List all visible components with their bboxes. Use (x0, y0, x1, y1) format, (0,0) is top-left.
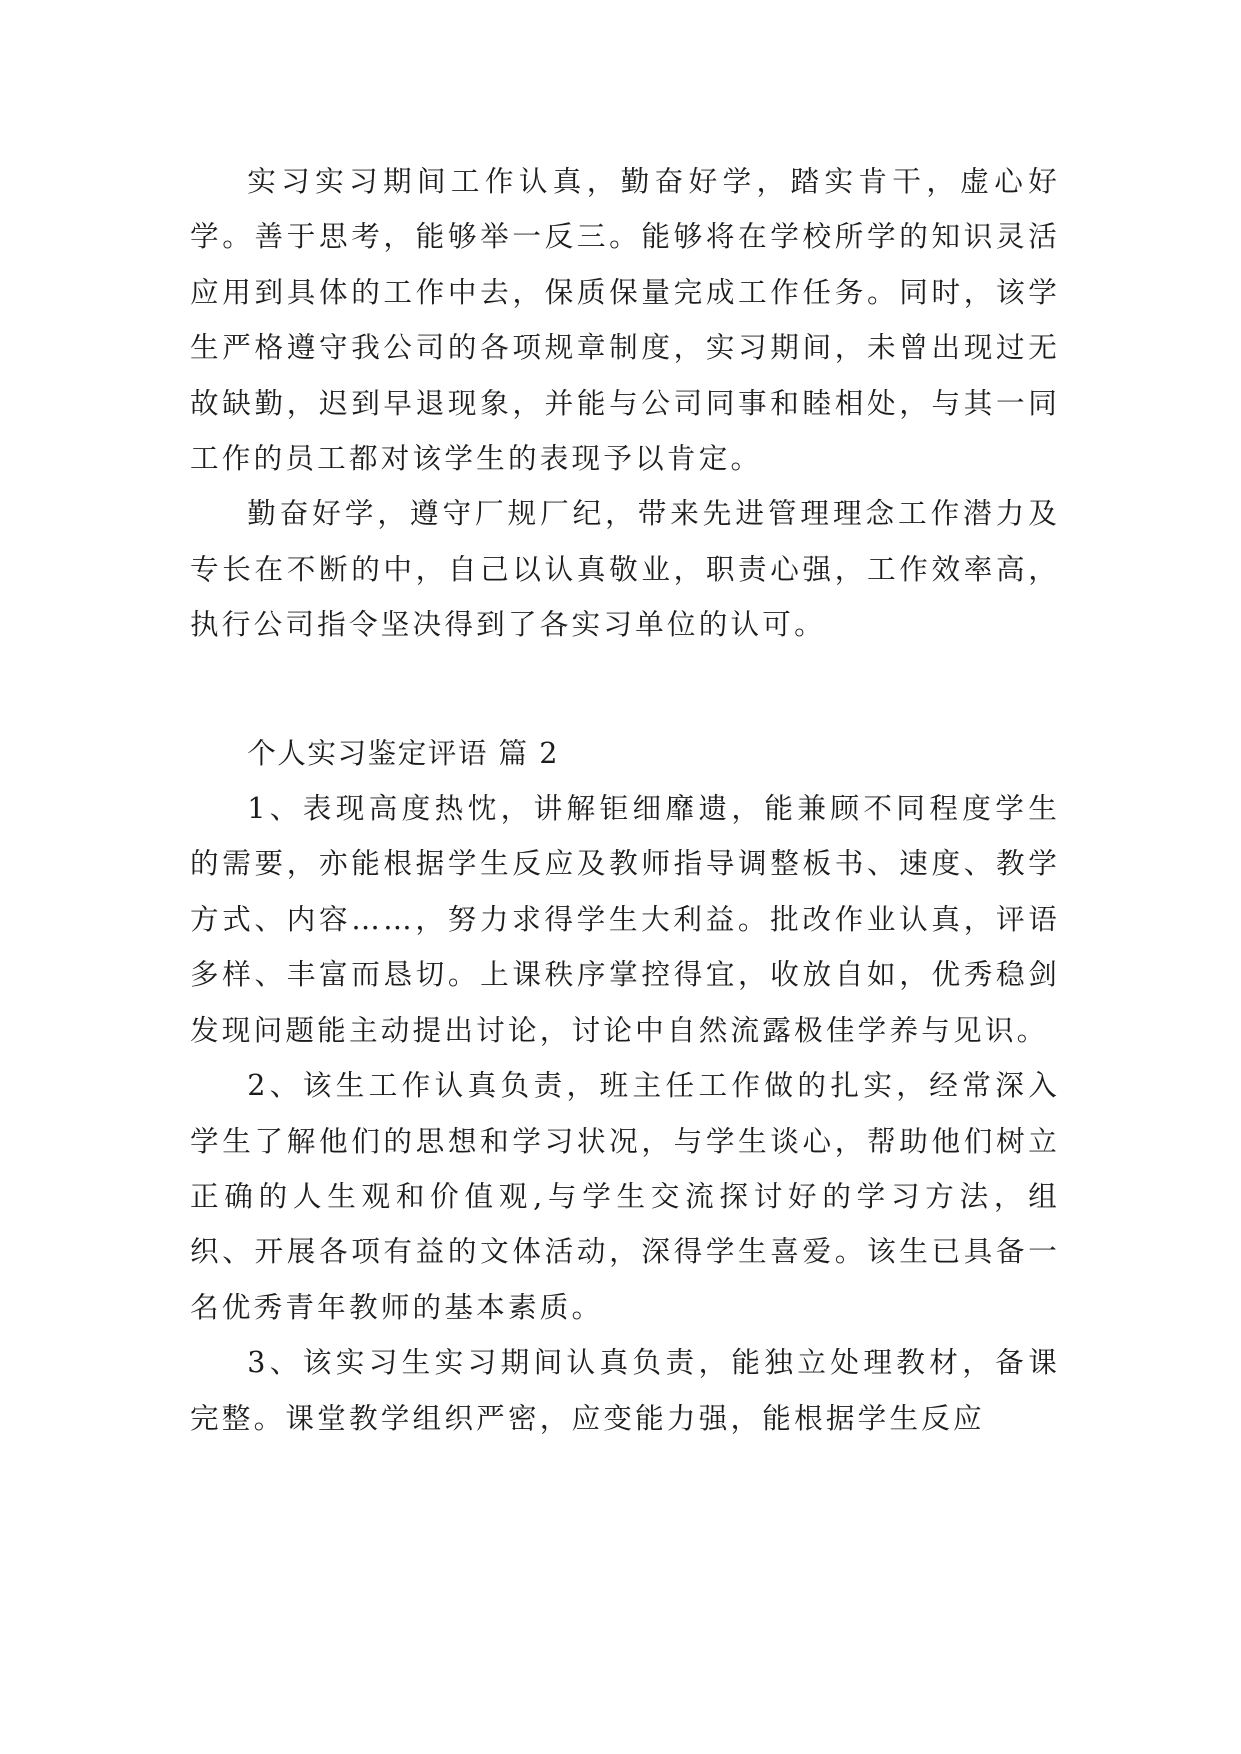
document-body (190, 154, 1060, 1446)
paragraph-diligence: 勤奋好学，遵守厂规厂纪，带来先进管理理念工作潜力及专长在不断的中，自己以认真敬业，职责心强，工作效率高，执行公司指令坚决得到了各实习单位的认可。 (190, 496, 1060, 642)
paragraph-item-1: 1、表现高度热忱，讲解钜细靡遗，能兼顾不同程度学生的需要，亦能根据学生反应及教师指导调整板书、速度、教学方式、内容……，努力求得学生大利益。批改作业认真，评语多样、丰富而恳切。上课秩序掌控得宜，收放自如，优秀稳剑发现问题能主动提出讨论，讨论中自然流露极佳学养与见识。 (190, 791, 1060, 1047)
paragraph-internship-performance: 实习实习期间工作认真，勤奋好学，踏实肯干，虚心好学。善于思考，能够举一反三。能够将在学校所学的知识灵活应用到具体的工作中去，保质保量完成工作任务。同时，该学生严格遵守我公司的各项规章制度，实习期间，未曾出现过无故缺勤，迟到早退现象，并能与公司同事和睦相处，与其一同工作的员工都对该学生的表现予以肯定。 (190, 164, 1060, 476)
section-heading: 个人实习鉴定评语 篇 2 (247, 735, 559, 770)
paragraph-item-2: 2、该生工作认真负责，班主任工作做的扎实，经常深入学生了解他们的思想和学习状况，与学生谈心，帮助他们树立正确的人生观和价值观,与学生交流探讨好的学习方法，组织、开展各项有益的文体活动，深得学生喜爱。该生已具备一名优秀青年教师的基本素质。 (190, 1068, 1060, 1324)
paragraph-item-3: 3、该实习生实习期间认真负责，能独立处理教材，备课完整。课堂教学组织严密，应变能力强，能根据学生反应 (190, 1345, 1060, 1435)
